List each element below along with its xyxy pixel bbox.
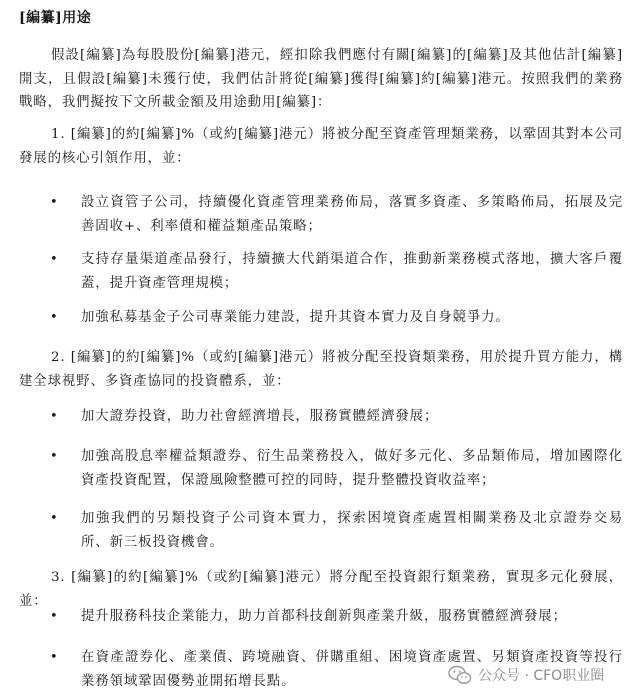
bullet-marker: •	[50, 409, 58, 424]
watermark-label: 公众号 · CFO职业圈	[478, 668, 605, 684]
bullet-marker: •	[50, 650, 58, 665]
item-2-bullet-1: 加大證券投資，助力社會經濟增長，服務實體經濟發展；	[81, 409, 439, 424]
item-3-paragraph: 3. [編纂]的約[編纂]%（或約[編纂]港元）將分配至投資銀行類業務，實現多元化發展，並：	[19, 570, 623, 609]
bullet-marker: •	[50, 449, 58, 464]
item-1-bullet-3: 加強私募基金子公司專業能力建設，提升其資本實力及自身競爭力。	[81, 310, 510, 325]
bullet-marker: •	[50, 195, 58, 210]
item-1-paragraph: 1. [編纂]的約[編纂]%（或約[編纂]港元）將被分配至資產管理類業務，以鞏固其對本公司發展的核心引領作用，並：	[19, 127, 623, 166]
bullet-marker: •	[50, 310, 58, 325]
wechat-icon	[448, 665, 472, 685]
watermark	[448, 662, 604, 688]
bullet-marker: •	[50, 511, 58, 526]
bullet-marker: •	[50, 252, 58, 267]
item-1-bullet-1: 設立資管子公司，持續優化資產管理業務佈局，落實多資產、多策略佈局，拓展及完善固收+、利率債和權益類產品策略；	[81, 195, 623, 234]
item-2-bullet-2: 加強高股息率權益類證券、衍生品業務投入，做好多元化、多品類佈局，增加國際化資產投資配置，保證風險整體可控的同時，提升整體投資收益率；	[81, 449, 623, 488]
item-3-bullet-2: 在資產證券化、產業債、跨境融資、併購重組、困境資產處置、另類資產投資等投行業務領域鞏固優勢並開拓增長點。	[81, 650, 623, 689]
section-heading: [編纂]用途	[19, 10, 92, 26]
intro-paragraph: 假設[編纂]為每股股份[編纂]港元，經扣除我們應付有關[編纂]的[編纂]及其他估計[編纂]開支，且假設[編纂]未獲行使，我們估計將從[編纂]獲得[編纂]約[編纂]港元。按照我們的業務戰略，我們擬按下文所載金額及用途動用[編纂]：	[19, 48, 623, 110]
item-1-bullet-2: 支持存量渠道產品發行，持續擴大代銷渠道合作，推動新業務模式落地，擴大客戶覆蓋，提升資產管理規模；	[81, 252, 623, 291]
bullet-marker: •	[50, 609, 58, 624]
item-2-paragraph: 2. [編纂]的約[編纂]%（或約[編纂]港元）將被分配至投資類業務，用於提升買方能力，構建全球視野、多資產協同的投資體系，並：	[19, 350, 623, 389]
item-3-bullet-1: 提升服務科技企業能力，助力首都科技創新與產業升級，服務實體經濟發展；	[81, 609, 567, 624]
item-2-bullet-3: 加強我們的另類投資子公司資本實力，探索困境資產處置相關業務及北京證券交易所、新三板投資機會。	[81, 511, 623, 550]
